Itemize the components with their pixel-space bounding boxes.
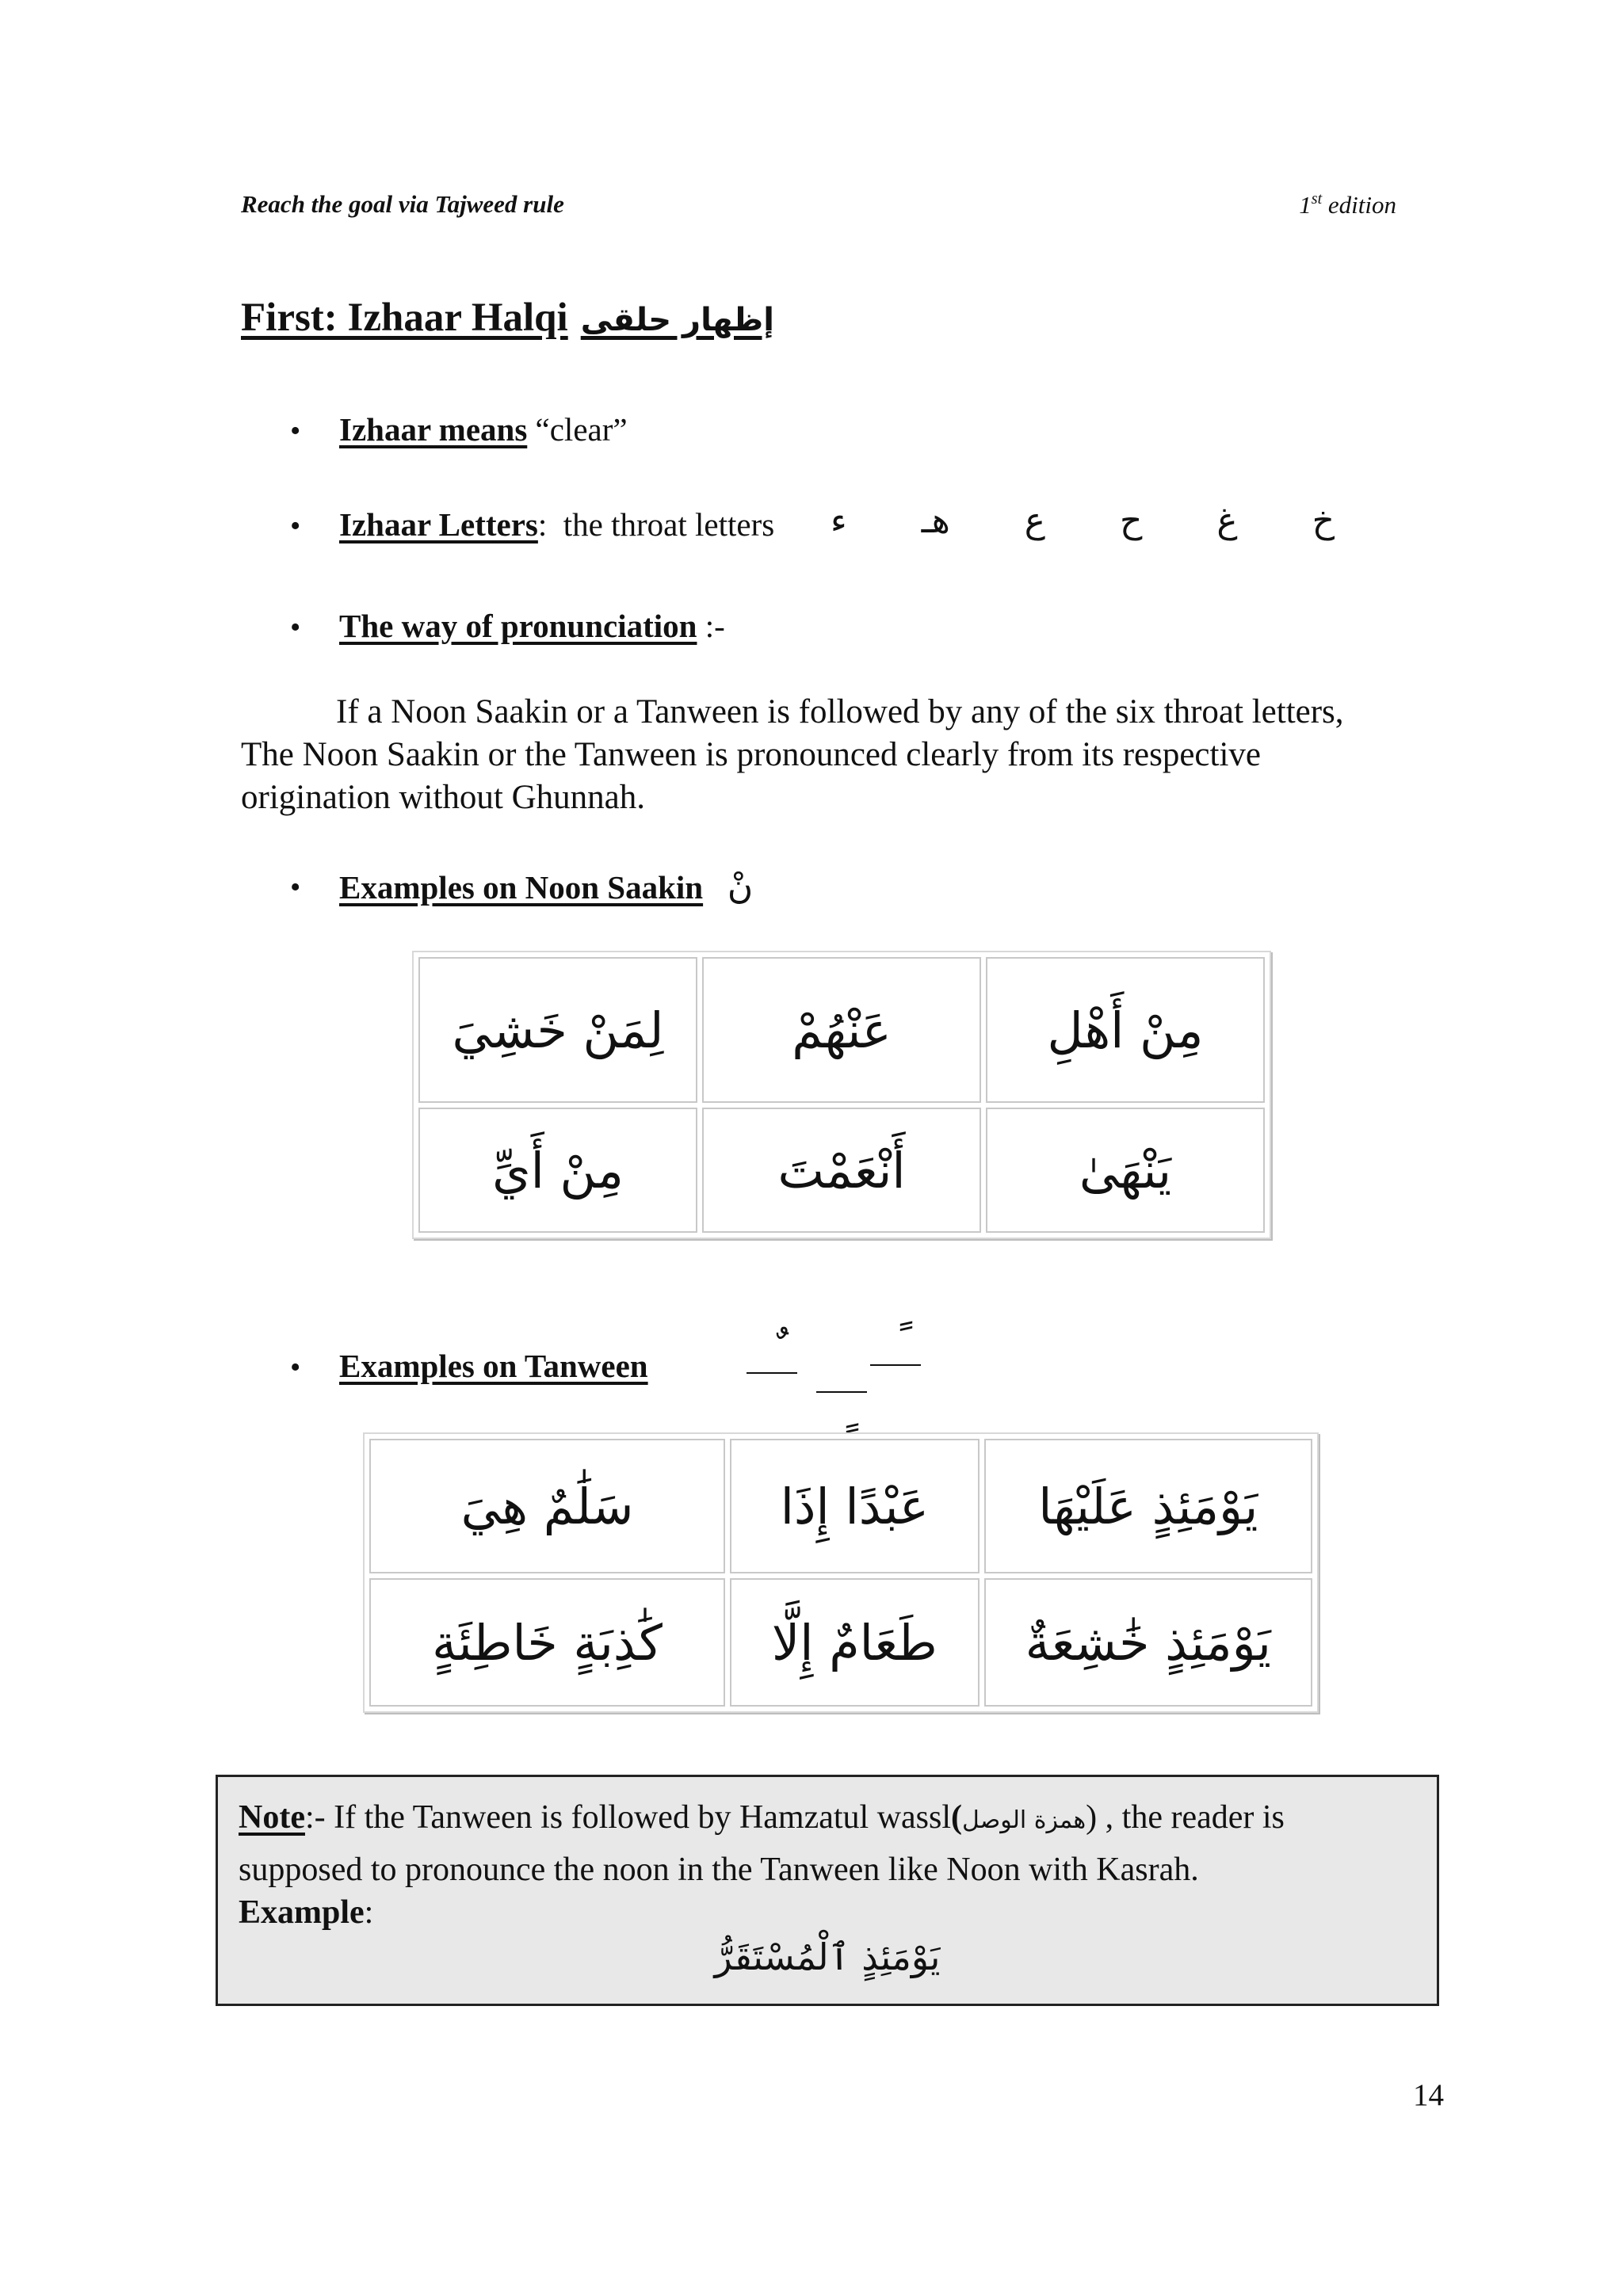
table-cell: يَنْهَىٰ bbox=[986, 1108, 1265, 1233]
throat-letters bbox=[831, 501, 1335, 541]
throat-letter: ع bbox=[1024, 501, 1045, 541]
bullet-izhaar-letters: • Izhaar Letters: the throat letters bbox=[290, 506, 775, 543]
page-number: 14 bbox=[1413, 2078, 1444, 2112]
table-row bbox=[369, 1578, 1312, 1707]
example-label: Example bbox=[239, 1894, 365, 1931]
tanween-table bbox=[363, 1432, 1319, 1713]
bullet-dot-icon: • bbox=[290, 509, 301, 543]
table-cell: سَلَٰمٌ هِيَ bbox=[369, 1439, 725, 1573]
table-cell: طَعَامٌ إِلَّا bbox=[730, 1578, 979, 1707]
meaning-label: Izhaar means bbox=[339, 411, 528, 448]
bullet-dot-icon: • bbox=[290, 871, 301, 904]
note-example-word: يَوْمَئِذٍ ٱلْمُسْتَقَرُّ bbox=[714, 1936, 941, 1978]
throat-letter: خ bbox=[1312, 501, 1335, 541]
tanween-examples-label: Examples on Tanween bbox=[339, 1348, 648, 1384]
table-cell: عَنْهُمْ bbox=[702, 957, 981, 1103]
pronunciation-label: The way of pronunciation bbox=[339, 608, 697, 644]
table-cell: مِنْ أَهْلِ bbox=[986, 957, 1265, 1103]
note-arabic-term: همزة الوصل bbox=[962, 1806, 1086, 1834]
tanween-fatha-mark bbox=[870, 1320, 921, 1366]
running-header: Reach the goal via Tajweed rule bbox=[241, 190, 564, 218]
pronunciation-paragraph: If a Noon Saakin or a Tanween is followed by any of the six throat letters, The Noon Saakin or the Tanween is pronounced clearly from its respective origination without Ghunnah. bbox=[241, 693, 1344, 816]
letters-text: the throat letters bbox=[563, 506, 775, 543]
throat-letter: ء bbox=[831, 501, 847, 541]
edition-label: 1st edition bbox=[1299, 190, 1396, 219]
noon-saakin-mark: نْ bbox=[727, 867, 754, 907]
meaning-value: “clear” bbox=[535, 411, 628, 448]
bullet-tanween-examples bbox=[290, 1347, 648, 1385]
bullet-pronunciation: • The way of pronunciation :- bbox=[290, 608, 725, 644]
table-row bbox=[369, 1439, 1312, 1573]
letters-label: Izhaar Letters bbox=[339, 506, 538, 543]
throat-letter: هـ bbox=[921, 501, 950, 541]
table-cell: مِنْ أَيِّ bbox=[418, 1108, 697, 1233]
noon-saakin-table bbox=[412, 951, 1271, 1239]
section-title-text: First: Izhaar Halqi bbox=[241, 296, 568, 340]
table-cell: عَبْدًا إِذَا bbox=[730, 1439, 979, 1573]
table-cell: كَٰذِبَةٍ خَاطِئَةٍ bbox=[369, 1578, 725, 1707]
table-cell: يَوْمَئِذٍ خَٰشِعَةٌ bbox=[984, 1578, 1312, 1707]
table-cell: أَنْعَمْتَ bbox=[702, 1108, 981, 1233]
throat-letter: ح bbox=[1119, 501, 1143, 541]
table-row bbox=[418, 957, 1265, 1103]
note-box: Note:- If the Tanween is followed by Hamzatul wassl(همزة الوصل) , the reader is supposed to pronounce the noon in the Tanween like Noon with Kasrah. Example: يَوْمَئِذٍ ٱلْمُسْتَقَرُّ bbox=[216, 1775, 1439, 2006]
table-cell: يَوْمَئِذٍ عَلَيْهَا bbox=[984, 1439, 1312, 1573]
bullet-dot-icon: • bbox=[290, 611, 301, 644]
bullet-noon-examples bbox=[290, 867, 753, 907]
noon-examples-label: Examples on Noon Saakin bbox=[339, 869, 704, 906]
section-title bbox=[241, 295, 774, 341]
section-title-arabic: إظهار حلقى bbox=[580, 302, 774, 338]
throat-letter: غ bbox=[1216, 501, 1238, 541]
note-label: Note bbox=[239, 1799, 305, 1836]
tanween-kasra-mark bbox=[816, 1391, 867, 1425]
bullet-dot-icon: • bbox=[290, 1351, 301, 1384]
table-cell: لِمَنْ خَشِيَ bbox=[418, 957, 697, 1103]
tanween-damma-mark bbox=[747, 1328, 797, 1374]
note-text: Note:- If the Tanween is followed by Hamzatul wassl(همزة الوصل) , the reader is supposed to pronounce the noon in the Tanween like Noon with Kasrah. bbox=[239, 1799, 1285, 1888]
bullet-izhaar-meaning bbox=[290, 410, 628, 448]
table-row bbox=[418, 1108, 1265, 1233]
bullet-dot-icon: • bbox=[290, 414, 301, 448]
